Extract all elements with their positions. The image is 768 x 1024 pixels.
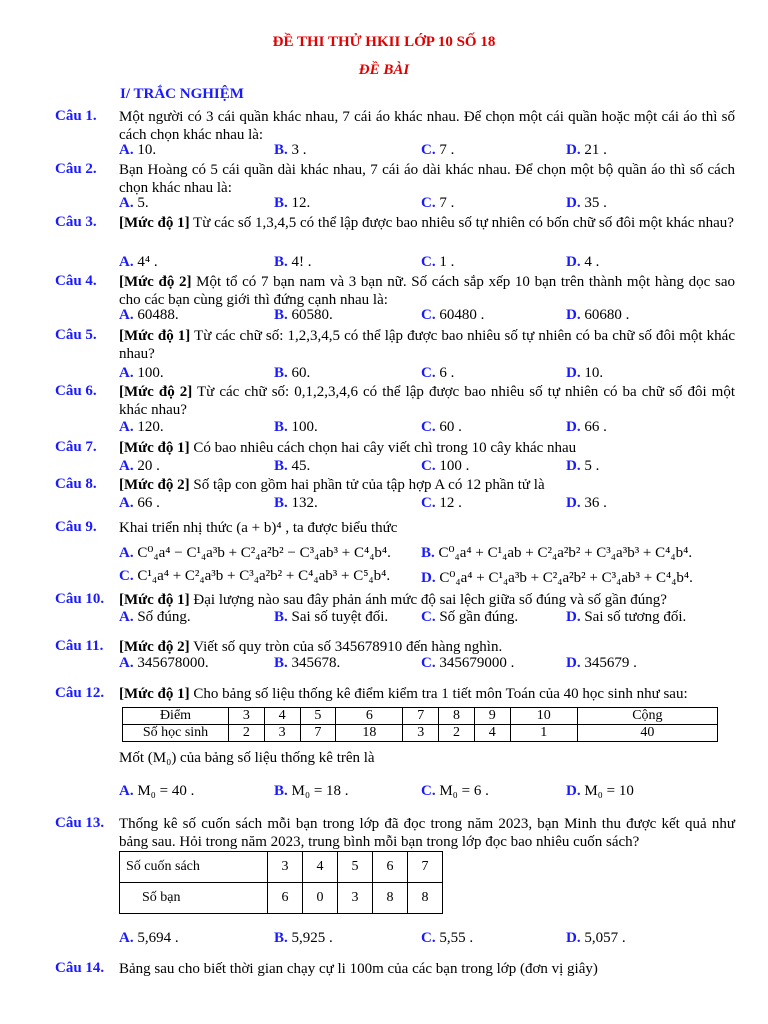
option-c	[421, 142, 454, 159]
question-text	[119, 273, 735, 309]
option-letter: D.	[421, 570, 436, 586]
option-a	[119, 254, 158, 271]
answer-options	[119, 783, 735, 801]
question-text	[119, 519, 735, 537]
option-value: 4⁴ .	[137, 254, 158, 270]
question-number: Câu 12.	[55, 685, 105, 701]
question-body: Từ các chữ số: 1,2,3,4,5 có thể lập được bao nhiêu số tự nhiên có ba chữ số đôi một khác nhau?	[119, 328, 735, 362]
option-value: 5.	[137, 195, 149, 211]
option-c	[421, 419, 462, 436]
option-letter: D.	[566, 655, 581, 671]
table-row	[120, 852, 443, 883]
table-cell: 2	[439, 725, 475, 742]
table-cell: 4	[474, 725, 510, 742]
option-a	[119, 419, 164, 436]
option-value: 4! .	[291, 254, 312, 270]
option-letter: C.	[421, 142, 436, 158]
option-letter: B.	[274, 930, 288, 946]
option-letter: C.	[421, 930, 436, 946]
question-body: Thống kê số cuốn sách mỗi bạn trong lớp đã đọc trong năm 2023, bạn Minh thu được kết quả như bảng sau. Hỏi trong năm 2023, trung bình mỗi bạn trong lớp đọc bao nhiêu cuốn sách?	[119, 816, 735, 850]
option-c	[421, 195, 454, 212]
option-letter: D.	[566, 254, 581, 270]
option-c	[421, 783, 489, 800]
option-value: 60488.	[137, 307, 179, 323]
table-cell: 7	[403, 708, 439, 725]
option-value: 60680 .	[584, 307, 630, 323]
table-cell: 0	[303, 883, 338, 914]
question-body: Khai triển nhị thức (a + b)⁴ , ta được biểu thức	[119, 520, 398, 536]
question-body: Số tập con gồm hai phần tử của tập hợp A có 12 phần tử là	[193, 477, 545, 493]
option-a	[119, 195, 149, 212]
option-letter: B.	[274, 254, 288, 270]
option-value: 7 .	[439, 142, 455, 158]
question-number: Câu 14.	[55, 960, 105, 976]
option-letter: C.	[421, 495, 436, 511]
answer-options	[119, 195, 735, 213]
option-value: 35 .	[584, 195, 607, 211]
table-row	[120, 883, 443, 914]
question-number: Câu 6.	[55, 383, 97, 399]
question-text	[119, 161, 735, 197]
option-value: 132.	[291, 495, 318, 511]
option-b	[274, 419, 318, 436]
option-b	[274, 930, 333, 947]
answer-options	[119, 254, 735, 272]
option-a	[119, 495, 160, 512]
question-body: Từ các số 1,3,4,5 có thể lập được bao nhiêu số tự nhiên có bốn chữ số đôi một khác nhau?	[193, 215, 734, 231]
table-cell: 5	[338, 852, 373, 883]
option-value: 12.	[291, 195, 311, 211]
option-b	[274, 655, 340, 672]
difficulty-level: [Mức độ 2]	[119, 274, 192, 290]
question-text	[119, 383, 735, 419]
option-letter: D.	[566, 195, 581, 211]
option-value: 345678000.	[137, 655, 209, 671]
option-a	[119, 307, 179, 324]
difficulty-level: [Mức độ 1]	[119, 686, 190, 702]
option-letter: A.	[119, 254, 134, 270]
option-d	[566, 307, 629, 324]
option-value: C⁰₄a⁴ − C¹₄a³b + C²₄a²b² − C³₄ab³ + C⁴₄b⁴.	[137, 545, 391, 561]
option-value: M₀ = 10	[584, 783, 634, 799]
question-text	[119, 591, 735, 609]
answer-options	[119, 930, 735, 948]
option-value: 66 .	[137, 495, 160, 511]
table-cell: Số học sinh	[123, 725, 229, 742]
option-value: Sai số tương đối.	[584, 609, 687, 625]
option-d	[566, 195, 607, 212]
answer-options	[119, 365, 735, 383]
option-letter: A.	[119, 365, 134, 381]
option-value: 100.	[137, 365, 164, 381]
question-number: Câu 11.	[55, 638, 104, 654]
exam-subtitle: ĐỀ BÀI	[358, 62, 410, 78]
question-number: Câu 7.	[55, 439, 97, 455]
option-d	[566, 419, 607, 436]
option-letter: C.	[421, 609, 436, 625]
option-c	[119, 568, 390, 585]
option-value: 10.	[137, 142, 157, 158]
option-letter: D.	[566, 495, 581, 511]
option-letter: D.	[566, 609, 581, 625]
section-heading: I/ TRẮC NGHIỆM	[120, 86, 244, 102]
option-value: 36 .	[584, 495, 607, 511]
option-d	[421, 568, 693, 587]
option-b	[274, 254, 312, 271]
option-letter: B.	[274, 655, 288, 671]
option-value: 21 .	[584, 142, 607, 158]
option-letter: B.	[274, 142, 288, 158]
question-body: Đại lượng nào sau đây phản ánh mức độ sai lệch giữa số đúng và số gần đúng?	[193, 592, 667, 608]
option-d	[566, 365, 603, 382]
option-b	[274, 458, 310, 475]
option-value: 12 .	[439, 495, 462, 511]
question-body: Bảng sau cho biết thời gian chạy cự li 100m của các bạn trong lớp (đơn vị giây)	[119, 961, 598, 977]
option-letter: C.	[421, 254, 436, 270]
option-c	[421, 930, 473, 947]
option-letter: D.	[566, 307, 581, 323]
option-letter: A.	[119, 545, 134, 561]
question-text	[119, 685, 735, 703]
score-table	[122, 707, 718, 742]
option-value: 10.	[584, 365, 604, 381]
table-cell: 3	[264, 725, 300, 742]
option-letter: C.	[421, 195, 436, 211]
question-number: Câu 10.	[55, 591, 105, 607]
option-letter: C.	[119, 568, 134, 584]
option-value: 66 .	[584, 419, 607, 435]
question-number: Câu 1.	[55, 108, 97, 124]
option-b	[274, 495, 318, 512]
option-d	[566, 495, 607, 512]
option-letter: C.	[421, 783, 436, 799]
table-cell: 6	[268, 883, 303, 914]
difficulty-level: [Mức độ 1]	[119, 328, 191, 344]
option-b	[421, 543, 692, 562]
option-value: M₀ = 6 .	[439, 783, 489, 799]
option-letter: B.	[274, 307, 288, 323]
option-d	[566, 609, 686, 626]
question-number: Câu 4.	[55, 273, 97, 289]
option-d	[566, 930, 626, 947]
option-value: 345679000 .	[439, 655, 515, 671]
question-text	[119, 214, 735, 232]
difficulty-level: [Mức độ 2]	[119, 477, 190, 493]
option-value: 100 .	[439, 458, 470, 474]
option-value: 60.	[291, 365, 311, 381]
option-value: 345678.	[291, 655, 341, 671]
option-a	[119, 655, 209, 672]
question-text	[119, 960, 735, 978]
option-letter: A.	[119, 783, 134, 799]
option-value: 60 .	[439, 419, 462, 435]
question-number: Câu 9.	[55, 519, 97, 535]
option-letter: A.	[119, 142, 134, 158]
option-letter: A.	[119, 655, 134, 671]
option-value: 5,694 .	[137, 930, 179, 946]
option-c	[421, 307, 484, 324]
table-cell: 6	[373, 852, 408, 883]
option-a	[119, 142, 156, 159]
option-b	[274, 783, 349, 800]
table-cell: 7	[300, 725, 336, 742]
option-value: 60580.	[291, 307, 333, 323]
table-cell: 40	[577, 725, 717, 742]
option-a	[119, 458, 160, 475]
table-cell: Số bạn	[120, 883, 268, 914]
option-value: M₀ = 18 .	[291, 783, 349, 799]
answer-options	[119, 307, 735, 325]
option-value: 120.	[137, 419, 164, 435]
option-value: C⁰₄a⁴ + C¹₄a³b + C²₄a²b² + C³₄ab³ + C⁴₄b⁴.	[439, 570, 693, 586]
option-value: M₀ = 40 .	[137, 783, 195, 799]
question-text	[119, 327, 735, 363]
option-c	[421, 365, 454, 382]
table-cell: 7	[408, 852, 443, 883]
option-b	[274, 142, 307, 159]
option-value: 20 .	[137, 458, 160, 474]
option-c	[421, 254, 454, 271]
option-b	[274, 365, 310, 382]
option-c	[421, 458, 469, 475]
option-letter: D.	[566, 783, 581, 799]
table-cell: 3	[403, 725, 439, 742]
question-number: Câu 5.	[55, 327, 97, 343]
table-cell: 3	[229, 708, 265, 725]
option-value: 60480 .	[439, 307, 485, 323]
option-d	[566, 254, 599, 271]
option-b	[274, 195, 310, 212]
option-letter: B.	[274, 458, 288, 474]
answer-options	[119, 655, 735, 673]
option-letter: C.	[421, 458, 436, 474]
books-table	[119, 851, 443, 914]
table-cell: 18	[336, 725, 403, 742]
option-value: 345679 .	[584, 655, 637, 671]
option-a	[119, 365, 164, 382]
option-letter: D.	[566, 365, 581, 381]
question-body: Viết số quy tròn của số 345678910 đến hàng nghìn.	[193, 639, 503, 655]
difficulty-level: [Mức độ 1]	[119, 592, 190, 608]
table-cell: 10	[510, 708, 577, 725]
table-cell: 3	[338, 883, 373, 914]
option-letter: C.	[421, 655, 436, 671]
option-d	[566, 655, 637, 672]
table-cell: 4	[264, 708, 300, 725]
option-letter: B.	[274, 365, 288, 381]
table-cell: 9	[474, 708, 510, 725]
answer-options	[119, 568, 735, 586]
question-body: Một người có 3 cái quần khác nhau, 7 cái áo khác nhau. Để chọn một cái quần hoặc một cái áo thì số cách chọn khác nhau là:	[119, 109, 735, 143]
option-value: 5,55 .	[439, 930, 474, 946]
question-number: Câu 2.	[55, 161, 97, 177]
option-c	[421, 609, 518, 626]
option-letter: D.	[566, 458, 581, 474]
option-value: 7 .	[439, 195, 455, 211]
option-letter: B.	[274, 609, 288, 625]
option-value: C⁰₄a⁴ + C¹₄ab + C²₄a²b² + C³₄a³b³ + C⁴₄b⁴.	[438, 545, 693, 561]
option-value: C¹₄a⁴ + C²₄a³b + C³₄a²b² + C⁴₄ab³ + C⁵₄b⁴.	[137, 568, 391, 584]
option-a	[119, 609, 191, 626]
option-value: 6 .	[439, 365, 455, 381]
question-text	[119, 476, 735, 494]
option-letter: C.	[421, 365, 436, 381]
option-value: Số gần đúng.	[439, 609, 519, 625]
difficulty-level: [Mức độ 2]	[119, 384, 193, 400]
option-value: 4 .	[584, 254, 600, 270]
table-cell: 1	[510, 725, 577, 742]
difficulty-level: [Mức độ 1]	[119, 215, 190, 231]
option-letter: A.	[119, 195, 134, 211]
table-cell: 4	[303, 852, 338, 883]
option-letter: D.	[566, 419, 581, 435]
exam-title: ĐỀ THI THỬ HKII LỚP 10 SỐ 18	[272, 34, 496, 50]
option-value: 100.	[291, 419, 318, 435]
question-text	[119, 638, 735, 656]
difficulty-level: [Mức độ 2]	[119, 639, 190, 655]
option-value: 5,057 .	[584, 930, 626, 946]
q12-mode-prompt: Mốt (M₀) của bảng số liệu thống kê trên là	[119, 750, 375, 766]
option-letter: A.	[119, 307, 134, 323]
option-a	[119, 930, 179, 947]
option-b	[274, 307, 333, 324]
option-letter: B.	[274, 195, 288, 211]
option-value: Sai số tuyệt đối.	[291, 609, 389, 625]
question-body: Một tổ có 7 bạn nam và 3 bạn nữ. Số cách sắp xếp 10 bạn trên thành một hàng dọc sao cho các bạn cùng giới thì đứng cạnh nhau là:	[119, 274, 735, 308]
answer-options	[119, 419, 735, 437]
answer-options	[119, 543, 735, 561]
option-c	[421, 655, 514, 672]
option-letter: A.	[119, 609, 134, 625]
table-cell: 3	[268, 852, 303, 883]
table-cell: 8	[373, 883, 408, 914]
option-a	[119, 783, 194, 800]
option-d	[566, 142, 607, 159]
table-cell: Cộng	[577, 708, 717, 725]
option-d	[566, 458, 599, 475]
option-value: 45.	[291, 458, 311, 474]
option-letter: B.	[274, 495, 288, 511]
option-letter: A.	[119, 458, 134, 474]
question-body: Từ các chữ số: 0,1,2,3,4,6 có thể lập được bao nhiêu số tự nhiên có ba chữ số đôi một khác nhau?	[119, 384, 735, 418]
difficulty-level: [Mức độ 1]	[119, 440, 190, 456]
question-text	[119, 439, 735, 457]
table-cell: 2	[229, 725, 265, 742]
option-value: 5,925 .	[291, 930, 333, 946]
table-cell: 6	[336, 708, 403, 725]
answer-options	[119, 495, 735, 513]
question-body: Có bao nhiêu cách chọn hai cây viết chì trong 10 cây khác nhau	[193, 440, 577, 456]
table-cell: Điểm	[123, 708, 229, 725]
answer-options	[119, 458, 735, 476]
option-letter: A.	[119, 419, 134, 435]
answer-options	[119, 142, 735, 160]
answer-options	[119, 609, 735, 627]
option-letter: B.	[421, 545, 435, 561]
question-number: Câu 3.	[55, 214, 97, 230]
option-letter: D.	[566, 142, 581, 158]
option-a	[119, 543, 391, 562]
option-value: 3 .	[291, 142, 307, 158]
option-letter: C.	[421, 419, 436, 435]
table-row	[123, 708, 718, 725]
table-cell: 8	[439, 708, 475, 725]
option-letter: A.	[119, 495, 134, 511]
question-text	[119, 108, 735, 144]
option-letter: D.	[566, 930, 581, 946]
question-body: Cho bảng số liệu thống kê điểm kiểm tra 1 tiết môn Toán của 40 học sinh như sau:	[193, 686, 688, 702]
option-b	[274, 609, 388, 626]
option-letter: C.	[421, 307, 436, 323]
question-text	[119, 815, 735, 851]
option-value: Số đúng.	[137, 609, 191, 625]
option-value: 5 .	[584, 458, 600, 474]
table-cell: Số cuốn sách	[120, 852, 268, 883]
question-number: Câu 13.	[55, 815, 105, 831]
option-letter: A.	[119, 930, 134, 946]
question-number: Câu 8.	[55, 476, 97, 492]
table-cell: 8	[408, 883, 443, 914]
option-letter: B.	[274, 419, 288, 435]
option-value: 1 .	[439, 254, 455, 270]
option-c	[421, 495, 462, 512]
table-cell: 5	[300, 708, 336, 725]
option-letter: B.	[274, 783, 288, 799]
question-body: Bạn Hoàng có 5 cái quần dài khác nhau, 7 cái áo dài khác nhau. Để chọn một bộ quần áo thì số cách chọn khác nhau là:	[119, 162, 735, 196]
option-d	[566, 783, 634, 800]
table-row	[123, 725, 718, 742]
